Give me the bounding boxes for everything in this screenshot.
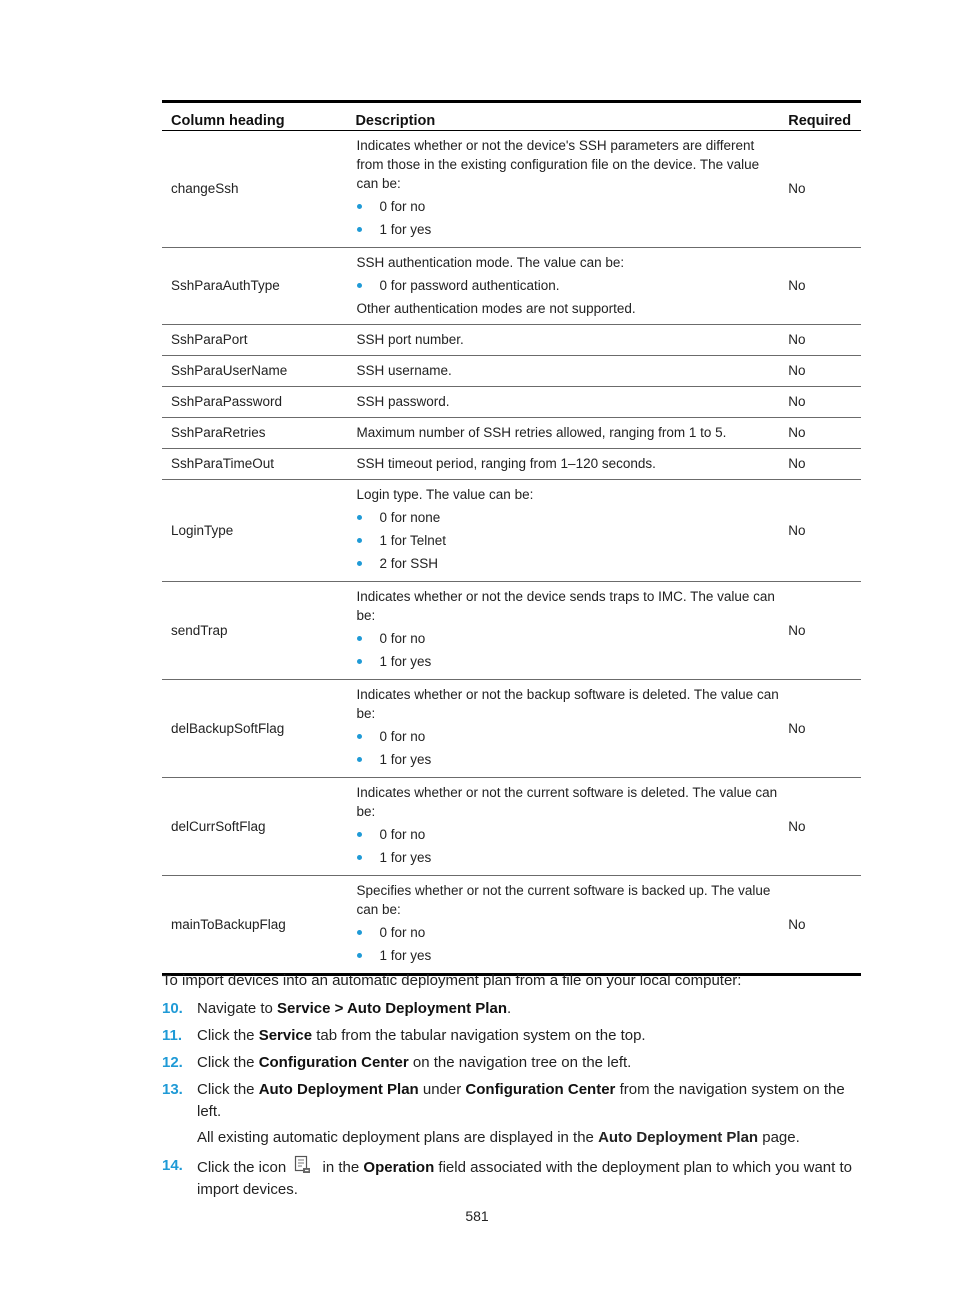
- step-note: [162, 1127, 867, 1149]
- table-header: [162, 102, 861, 131]
- value-list-item: [356, 748, 782, 771]
- step-text: Click the icon: [197, 1159, 291, 1176]
- step-text: Click the: [197, 1054, 259, 1071]
- step-item: [162, 1052, 867, 1074]
- cell-required: No: [788, 916, 806, 932]
- cell-description: [355, 325, 788, 356]
- header-column-heading: Column heading: [171, 113, 285, 129]
- table-row: [162, 449, 861, 480]
- cell-description: [355, 876, 788, 975]
- value-text: 1 for yes: [379, 654, 432, 669]
- description-text: SSH username.: [356, 363, 452, 378]
- ui-term: Auto Deployment Plan: [258, 1081, 419, 1098]
- cell-column-heading: SshParaAuthType: [171, 278, 280, 293]
- value-list-item: [356, 552, 782, 575]
- cell-column-heading: LoginType: [171, 522, 234, 538]
- description-text: Indicates whether or not the device sends traps to IMC. The value can be:: [356, 589, 775, 623]
- description-text: Indicates whether or not the current software is deleted. The value can be:: [356, 785, 778, 819]
- value-list-item: [356, 195, 782, 218]
- step-number: 13.: [162, 1081, 183, 1098]
- cell-required: No: [788, 394, 806, 409]
- description-text: SSH timeout period, ranging from 1–120 seconds.: [356, 456, 656, 471]
- bullet-icon: [357, 561, 362, 566]
- cell-description: [355, 387, 788, 418]
- bullet-icon: [357, 204, 362, 209]
- value-list: [356, 506, 782, 575]
- value-text: 1 for yes: [379, 948, 432, 963]
- cell-required: No: [788, 456, 806, 471]
- step-text: Navigate to: [197, 1000, 278, 1017]
- table-row: [162, 248, 861, 325]
- value-text: 0 for none: [379, 510, 441, 525]
- value-text: 1 for Telnet: [379, 533, 446, 548]
- ui-term: Operation: [363, 1159, 435, 1176]
- value-list: [356, 274, 782, 297]
- cell-description: [355, 356, 788, 387]
- bullet-icon: [357, 930, 362, 935]
- bullet-icon: [357, 538, 362, 543]
- table-body: [162, 131, 861, 975]
- step-text: in the: [318, 1159, 364, 1176]
- step-item: [162, 998, 867, 1020]
- header-description: Description: [355, 113, 436, 129]
- step-text: Click the: [197, 1027, 259, 1044]
- step-text: .: [506, 1000, 512, 1017]
- ui-term: Service: [258, 1027, 313, 1044]
- cell-description: [355, 778, 788, 876]
- ui-term: Configuration Center: [258, 1054, 409, 1071]
- bullet-icon: [357, 832, 362, 837]
- value-list-item: [356, 274, 782, 297]
- description-text: Indicates whether or not the backup software is deleted. The value can be:: [356, 687, 779, 721]
- cell-description: [355, 480, 788, 582]
- table-row: [162, 356, 861, 387]
- value-list-item: [356, 529, 782, 552]
- value-list-item: [356, 921, 782, 944]
- description-text: Maximum number of SSH retries allowed, ranging from 1 to 5.: [356, 425, 727, 440]
- cell-column-heading: changeSsh: [171, 181, 239, 196]
- step-number: 10.: [162, 1000, 183, 1017]
- table-row: [162, 131, 861, 248]
- description-text: SSH port number.: [356, 332, 464, 347]
- value-list: [356, 627, 782, 673]
- value-list-item: [356, 506, 782, 529]
- ui-term: Configuration Center: [465, 1081, 616, 1098]
- step-item: [162, 1155, 867, 1201]
- cell-column-heading: mainToBackupFlag: [171, 916, 286, 932]
- description-text: Specifies whether or not the current software is backed up. The value can be:: [356, 883, 771, 917]
- cell-description: [355, 680, 788, 778]
- table-row: [162, 325, 861, 356]
- step-number: 14.: [162, 1157, 183, 1174]
- table-row: [162, 680, 861, 778]
- header-row: [162, 102, 861, 131]
- cell-column-heading: delBackupSoftFlag: [171, 720, 285, 736]
- ui-term: Service > Auto Deployment Plan: [277, 1000, 507, 1017]
- cell-required: No: [788, 181, 806, 196]
- bullet-icon: [357, 855, 362, 860]
- table-row: [162, 778, 861, 876]
- description-text: Indicates whether or not the device's SSH parameters are different from those in the existing configuration file on the device. The value can be:: [356, 138, 760, 191]
- cell-column-heading: sendTrap: [171, 622, 228, 638]
- bullet-icon: [357, 734, 362, 739]
- bullet-icon: [357, 636, 362, 641]
- value-list-item: [356, 627, 782, 650]
- value-list-item: [356, 218, 782, 241]
- value-text: 0 for no: [379, 729, 426, 744]
- value-text: 1 for yes: [379, 850, 432, 865]
- parameter-table: [162, 100, 861, 976]
- cell-description: [355, 131, 788, 248]
- value-list-item: [356, 725, 782, 748]
- step-item: [162, 1079, 867, 1123]
- bullet-icon: [357, 757, 362, 762]
- value-list-item: [356, 944, 782, 967]
- bullet-icon: [357, 515, 362, 520]
- description-text: Login type. The value can be:: [356, 487, 534, 502]
- table-row: [162, 418, 861, 449]
- description-note: Other authentication modes are not supported.: [356, 301, 636, 316]
- cell-column-heading: SshParaRetries: [171, 425, 266, 440]
- table-row: [162, 876, 861, 975]
- cell-column-heading: SshParaPassword: [171, 394, 283, 409]
- step-list: [162, 998, 867, 1206]
- cell-description: [355, 449, 788, 480]
- value-list: [356, 195, 782, 241]
- table-row: [162, 582, 861, 680]
- value-list-item: [356, 846, 782, 869]
- intro-paragraph: To import devices into an automatic deployment plan from a file on your local computer:: [162, 972, 742, 989]
- header-required: Required: [788, 113, 852, 129]
- value-text: 0 for no: [379, 925, 426, 940]
- step-text: on the navigation tree on the left.: [408, 1054, 632, 1071]
- description-text: SSH password.: [356, 394, 450, 409]
- cell-required: No: [788, 522, 806, 538]
- step-text: field associated with the deployment plan to which you want to import devices.: [197, 1159, 852, 1198]
- step-text: from the navigation system on the left.: [197, 1081, 845, 1120]
- value-text: 0 for no: [379, 199, 426, 214]
- bullet-icon: [357, 659, 362, 664]
- step-text: page.: [758, 1129, 800, 1146]
- value-text: 2 for SSH: [379, 556, 438, 571]
- bullet-icon: [357, 953, 362, 958]
- cell-required: No: [788, 818, 806, 834]
- step-item: [162, 1025, 867, 1047]
- value-text: 0 for no: [379, 631, 426, 646]
- step-text: All existing automatic deployment plans are displayed in the: [197, 1129, 599, 1146]
- step-text: tab from the tabular navigation system on the top.: [312, 1027, 646, 1044]
- step-number: 11.: [162, 1027, 183, 1044]
- cell-description: [355, 418, 788, 449]
- step-number: 12.: [162, 1054, 183, 1071]
- cell-column-heading: SshParaTimeOut: [171, 456, 275, 471]
- cell-required: No: [788, 363, 806, 378]
- value-text: 0 for password authentication.: [379, 278, 560, 293]
- value-text: 1 for yes: [379, 752, 432, 767]
- value-list: [356, 823, 782, 869]
- page-number: 581: [465, 1208, 489, 1224]
- cell-required: No: [788, 720, 806, 736]
- cell-required: No: [788, 425, 806, 440]
- step-text: under: [418, 1081, 466, 1098]
- cell-required: No: [788, 332, 806, 347]
- value-list: [356, 725, 782, 771]
- value-text: 1 for yes: [379, 222, 432, 237]
- import-icon: [294, 1155, 312, 1175]
- cell-description: [355, 582, 788, 680]
- bullet-icon: [357, 227, 362, 232]
- cell-description: [355, 248, 788, 325]
- cell-required: No: [788, 622, 806, 638]
- cell-column-heading: SshParaUserName: [171, 363, 288, 378]
- value-list: [356, 921, 782, 967]
- value-list-item: [356, 650, 782, 673]
- cell-column-heading: delCurrSoftFlag: [171, 818, 266, 834]
- table-row: [162, 387, 861, 418]
- cell-required: No: [788, 278, 806, 293]
- bullet-icon: [357, 283, 362, 288]
- value-list-item: [356, 823, 782, 846]
- description-text: SSH authentication mode. The value can be:: [356, 255, 625, 270]
- table-row: [162, 480, 861, 582]
- cell-column-heading: SshParaPort: [171, 332, 248, 347]
- value-text: 0 for no: [379, 827, 426, 842]
- step-text: Click the: [197, 1081, 259, 1098]
- ui-term: Auto Deployment Plan: [598, 1129, 759, 1146]
